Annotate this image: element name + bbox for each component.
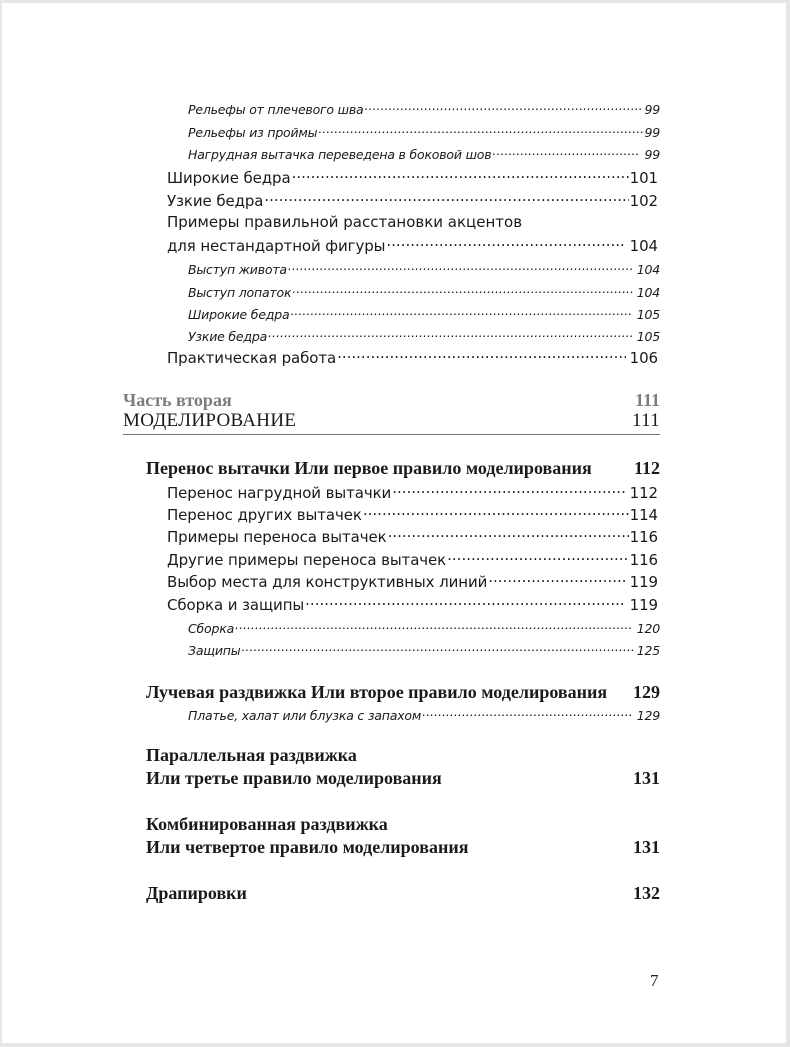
toc-subitem-label: Выступ живота [188,261,287,277]
toc-subitem[interactable] [188,306,660,322]
toc-item-label: Другие примеры переноса вытачек [167,551,447,569]
toc-page-number: 114 [629,506,658,524]
dot-leader [365,101,644,114]
dot-leader [290,306,632,319]
dot-leader [292,168,629,183]
toc-item[interactable] [167,236,658,255]
toc-item[interactable] [167,527,658,546]
toc-chapter[interactable] [146,458,660,479]
toc-page-number: 105 [636,306,660,322]
dot-leader [388,527,629,542]
toc-subitem[interactable] [188,620,660,636]
toc-page-number: 116 [629,551,658,569]
part-title[interactable] [123,410,660,435]
toc-chapter-line1[interactable] [146,745,660,766]
toc-item[interactable] [167,572,658,591]
toc-chapter-title: Драпировки [146,883,247,903]
toc-subitem-label: Узкие бедра [188,328,268,344]
dot-leader [363,505,629,520]
toc-page-number: 129 [636,707,660,723]
toc-subitem-label: Выступ лопаток [188,284,292,300]
toc-item-label: Практическая работа [167,349,337,367]
toc-page-number: 132 [633,883,660,903]
toc-page-number: 101 [629,169,658,187]
toc-page-number: 129 [633,682,660,702]
toc-page-number: 105 [636,328,660,344]
dot-leader [447,550,629,565]
toc-item[interactable] [167,550,658,569]
toc-item-label: Узкие бедра [167,192,264,210]
part-title-text: МОДЕЛИРОВАНИЕ [123,410,297,431]
toc-chapter[interactable] [146,682,660,703]
toc-subitem[interactable] [188,642,660,658]
toc-page-number: 111 [632,410,660,431]
toc-chapter-title: Или четвертое правило моделирования [146,837,469,857]
part-label-text: Часть вторая [123,390,232,410]
toc-page-number: 131 [633,837,660,857]
toc-chapter[interactable] [146,768,660,789]
toc-item-label: Сборка и защипы [167,596,305,614]
toc-subitem[interactable] [188,284,660,300]
toc-item[interactable] [167,483,658,502]
toc-subitem-label: Платье, халат или блузка с запахом [188,707,422,723]
toc-item-label: Перенос других вытачек [167,506,362,524]
dot-leader [318,124,643,137]
toc-page-number: 99 [644,146,660,162]
toc-item-label: Примеры правильной расстановки акцентов [167,213,523,231]
toc-chapter-title: Комбинированная раздвижка [146,814,388,834]
toc-item-label: Выбор места для конструктивных линий [167,573,488,591]
toc-page-number: 104 [636,284,660,300]
toc-subitem[interactable] [188,124,660,140]
toc-subitem[interactable] [188,101,660,117]
page-number: 7 [650,971,659,990]
toc-item-label: для нестандартной фигуры [167,237,386,255]
toc-chapter-title: Параллельная раздвижка [146,745,357,765]
toc-subitem-label: Защипы [188,642,241,658]
toc-page-number: 112 [633,458,660,478]
toc-subitem-label: Широкие бедра [188,306,290,322]
toc-page-number: 116 [629,528,658,546]
dot-leader [241,642,632,655]
toc-item[interactable] [167,595,658,614]
dot-leader [337,348,626,363]
dot-leader [392,483,625,498]
toc-chapter-title: Перенос вытачки Или первое правило моделирования [146,458,592,478]
toc-page-number: 111 [634,390,660,410]
toc-item[interactable] [167,505,658,524]
toc-item-label: Примеры переноса вытачек [167,528,387,546]
dot-leader [305,595,626,610]
toc-chapter-title: Лучевая раздвижка Или второе правило моделирования [146,682,608,702]
toc-item-label: Широкие бедра [167,169,291,187]
dot-leader [386,236,625,251]
toc-chapter-title: Или третье правило моделирования [146,768,442,788]
toc-subitem[interactable] [188,328,660,344]
toc-item[interactable] [167,191,658,210]
toc-page-number: 102 [629,192,658,210]
toc-page-number: 119 [629,573,658,591]
toc-page-number: 104 [636,261,660,277]
dot-leader [492,146,640,159]
toc-subitem-label: Сборка [188,620,235,636]
dot-leader [292,284,632,297]
dot-leader [264,191,628,206]
toc-page-number: 131 [633,768,660,788]
toc-page-number: 104 [629,237,658,255]
toc-page-number: 125 [636,642,660,658]
toc-page-number: 99 [644,124,660,140]
toc-chapter[interactable] [146,837,660,858]
dot-leader [288,261,633,274]
dot-leader [268,328,633,341]
toc-page-number: 120 [636,620,660,636]
toc-page-number: 99 [644,101,660,117]
book-page [2,3,786,1043]
toc-item[interactable] [167,348,658,367]
toc-chapter-line1[interactable] [146,814,660,835]
toc-subitem[interactable] [188,707,660,723]
toc-subitem[interactable] [188,146,660,162]
toc-page-number: 119 [629,596,658,614]
toc-chapter[interactable] [146,883,660,904]
toc-page-number: 112 [629,484,658,502]
toc-page-number: 106 [629,349,658,367]
toc-item-label: Перенос нагрудной вытачки [167,484,392,502]
toc-item[interactable] [167,168,658,187]
dot-leader [488,572,625,587]
dot-leader [235,620,633,633]
toc-subitem[interactable] [188,261,660,277]
part-label[interactable] [123,390,660,411]
dot-leader [422,707,633,720]
toc-subitem-label: Нагрудная вытачка переведена в боковой шов [188,146,492,162]
toc-subitem-label: Рельефы из проймы [188,124,318,140]
toc-subitem-label: Рельефы от плечевого шва [188,101,364,117]
toc-item-line1[interactable] [167,213,658,231]
table-of-contents [2,3,786,1043]
